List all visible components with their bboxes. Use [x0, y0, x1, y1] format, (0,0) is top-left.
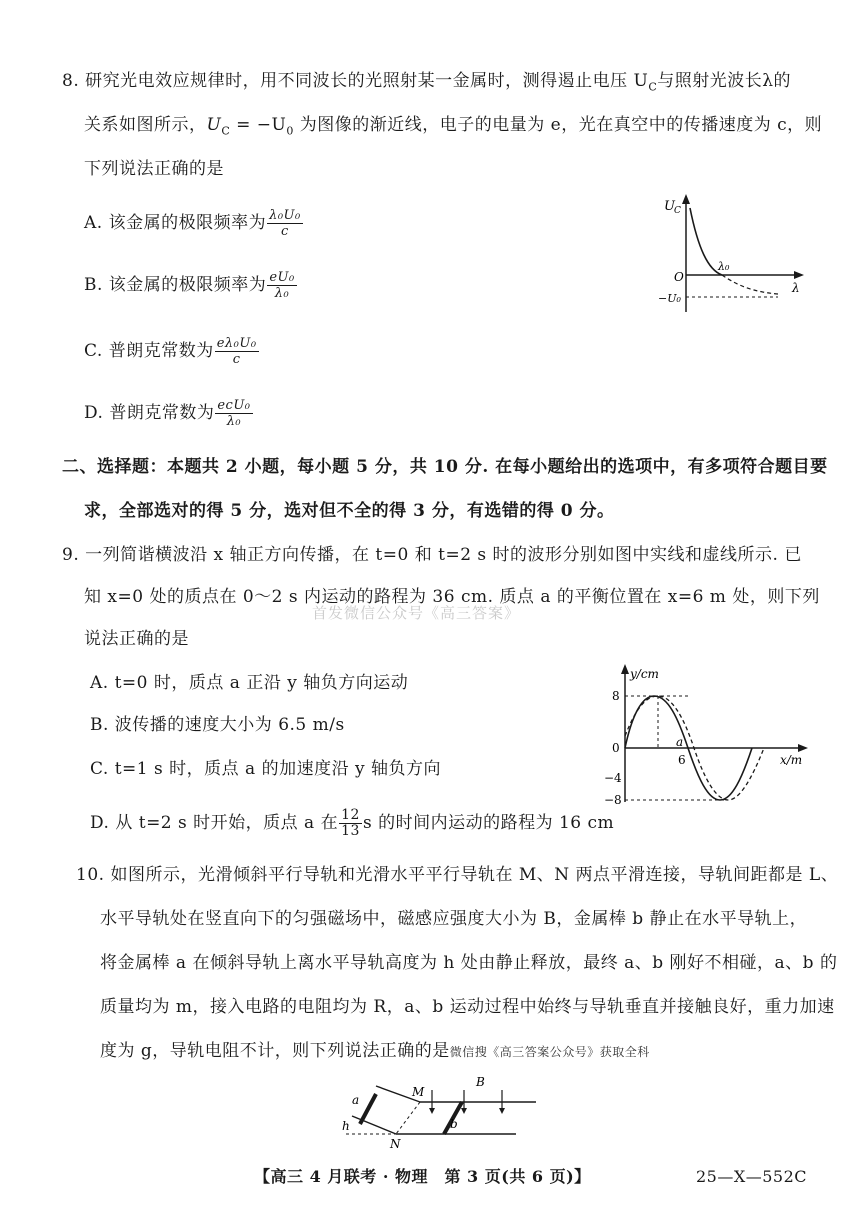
q8-option-a [84, 208, 304, 239]
q10-field-arrowhead-1 [429, 1108, 435, 1114]
q8-option-b [84, 270, 298, 301]
q8-x-arrow [794, 271, 804, 279]
q8-option-a-text: A. 该金属的极限频率为 [84, 213, 267, 233]
q8-option-b-fraction [267, 270, 296, 301]
q8-fig-lambda0: λ₀ [718, 260, 730, 273]
q9-line-3: 说法正确的是 [84, 629, 189, 649]
q8-l2f: 为图像的渐近线，电子的电量为 e，光在真空中的传播速度为 c，则 [293, 115, 823, 135]
q9-figure [598, 660, 820, 810]
q8-a-den: c [281, 224, 289, 239]
q10-rod-a [360, 1094, 376, 1124]
q8-fig-x-label: λ [792, 281, 800, 295]
q8-option-c [84, 336, 260, 367]
q9-option-d-pre: D. 从 t=2 s 时开始，质点 a 在 [90, 813, 339, 833]
q10-fig-N: N [390, 1137, 401, 1151]
q9-fig-0: 0 [612, 741, 620, 755]
q9-fig-neg4: −4 [604, 771, 622, 785]
q8-line-1 [62, 70, 791, 98]
q8-c-num: eλ₀U₀ [216, 336, 257, 351]
q10-field-arrowhead-3 [499, 1108, 505, 1114]
q8-l2e: 0 [286, 124, 294, 138]
q8-fig-neg-u0: −U₀ [658, 292, 681, 305]
q10-fig-b: b [450, 1117, 458, 1131]
q8-line-2 [84, 114, 822, 142]
q9-d-num: 12 [341, 807, 360, 823]
q8-fig-origin: O [674, 270, 684, 284]
q10-line-1: 10. 如图所示，光滑倾斜平行导轨和光滑水平平行导轨在 M、N 两点平滑连接，导轨间距都是 L、 [76, 865, 839, 885]
q10-line-4: 质量均为 m，接入电路的电阻均为 R，a、b 运动过程中始终与导轨垂直并接触良好，重力加速 [100, 997, 835, 1017]
q10-line-2: 水平导轨处在竖直向下的匀强磁场中，磁感应强度大小为 B，金属棒 b 静止在水平导轨上， [100, 909, 808, 929]
q9-fig-6: 6 [678, 753, 686, 767]
q10-fig-h: h [342, 1119, 350, 1133]
q10-line-5-text: 度为 g，导轨电阻不计，则下列说法正确的是 [100, 1041, 450, 1061]
q10-fig-a: a [352, 1093, 360, 1107]
q9-fig-a: a [676, 735, 684, 749]
q9-fig-y-label: y/cm [630, 667, 659, 681]
q8-l2b: U [206, 115, 222, 135]
q10-line-5-note: 微信搜《高三答案公众号》获取全科 [449, 1045, 650, 1059]
q10-fig-B: B [476, 1075, 485, 1089]
q9-x-arrow [798, 744, 808, 752]
q8-option-c-fraction [215, 336, 259, 367]
q9-fig-neg8: −8 [604, 793, 622, 807]
q8-option-c-text: C. 普朗克常数为 [84, 341, 214, 361]
q8-line-1-text: 8. 研究光电效应规律时，用不同波长的光照射某一金属时，测得遏止电压 U [62, 71, 649, 91]
section2-line-1: 二、选择题：本题共 2 小题，每小题 5 分，共 10 分. 在每小题给出的选项中，有多项符合题目要 [62, 457, 828, 477]
q9-option-a: A. t=0 时，质点 a 正沿 y 轴负方向运动 [90, 673, 409, 693]
q8-d-num: ecU₀ [217, 398, 251, 413]
q9-fig-x-label: x/m [780, 753, 803, 767]
q8-curve-dashed [722, 275, 778, 294]
q10-connect-mn [396, 1102, 420, 1134]
q8-option-a-fraction [267, 208, 303, 239]
q10-line-3: 将金属棒 a 在倾斜导轨上离水平导轨高度为 h 处由静止释放，最终 a、b 刚好不相碰，a、b 的 [100, 953, 838, 973]
q8-figure [650, 190, 810, 320]
q8-fig-y-label: U [664, 199, 675, 214]
q9-option-d-post: s 的时间内运动的路程为 16 cm [362, 813, 615, 833]
q8-uc-sub: C [648, 80, 658, 94]
q8-line-1-tail: 与照射光波长λ的 [657, 71, 792, 91]
q9-fig-8: 8 [612, 689, 620, 703]
q8-c-den: c [232, 352, 241, 367]
q9-y-arrow [621, 664, 629, 674]
q8-y-arrow [682, 194, 690, 204]
q8-a-num: λ₀U₀ [269, 208, 301, 223]
q10-figure [336, 1072, 546, 1156]
q8-option-d [84, 398, 254, 429]
q9-d-den: 13 [341, 823, 360, 839]
q10-rail-incline-bottom [352, 1116, 396, 1134]
q8-fig-y-sub: C [674, 206, 681, 216]
q8-l2c: C [221, 124, 231, 138]
q10-line-5 [100, 1040, 650, 1063]
q9-option-d [90, 808, 614, 839]
q8-option-b-text: B. 该金属的极限频率为 [84, 275, 267, 295]
q9-option-d-fraction [339, 808, 362, 839]
watermark: 首发微信公众号《高三答案》 [312, 604, 521, 622]
q9-line-2: 知 x=0 处的质点在 0～2 s 内运动的路程为 36 cm. 质点 a 的平衡位置在 x=6 m 处，则下列 [84, 587, 820, 607]
q8-option-d-text: D. 普朗克常数为 [84, 403, 215, 423]
footer-center: 【高三 4 月联考 · 物理 第 3 页(共 6 页)】 [254, 1167, 591, 1186]
q8-b-den: λ₀ [274, 286, 290, 301]
q10-fig-M: M [412, 1085, 425, 1099]
q9-line-1: 9. 一列简谐横波沿 x 轴正方向传播，在 t=0 和 t=2 s 时的波形分别如图中实线和虚线所示. 已 [62, 545, 802, 565]
q8-l2d: = −U [230, 115, 287, 135]
q8-option-d-fraction [215, 398, 252, 429]
footer-right: 25—X—552C [696, 1167, 808, 1186]
q8-line-3: 下列说法正确的是 [84, 159, 224, 179]
q8-l2a: 关系如图所示， [84, 115, 207, 135]
q10-field-arrowhead-2 [461, 1108, 467, 1114]
q9-option-b: B. 波传播的速度大小为 6.5 m/s [90, 715, 345, 735]
q9-option-c: C. t=1 s 时，质点 a 的加速度沿 y 轴负方向 [90, 759, 441, 779]
section2-line-2: 求，全部选对的得 5 分，选对但不全的得 3 分，有选错的得 0 分。 [84, 501, 615, 521]
q8-b-num: eU₀ [269, 270, 295, 285]
q8-d-den: λ₀ [226, 414, 242, 429]
